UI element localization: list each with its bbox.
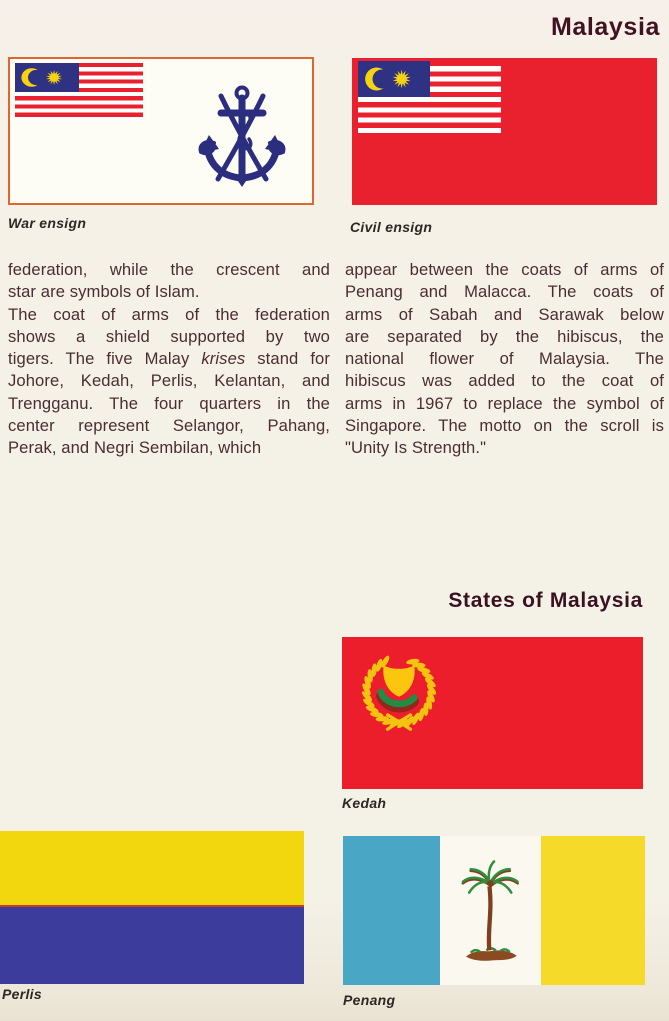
penang-yellow-stripe — [541, 836, 645, 985]
penang-blue-stripe — [343, 836, 440, 985]
text-line: are separated by the hibiscus, the — [345, 326, 664, 346]
kedah-flag — [342, 637, 643, 789]
crescent-and-star-icon — [15, 63, 79, 92]
malaysia-canton — [358, 61, 501, 133]
text-line: The coat of arms of the federation — [8, 304, 330, 324]
text-line: star are symbols of Islam. — [8, 282, 200, 302]
perlis-caption: Perlis — [2, 986, 42, 1002]
article-left-column — [8, 259, 330, 460]
text-line: arms of Sabah and Sarawak below — [345, 304, 664, 324]
section-heading: States of Malaysia — [448, 589, 643, 612]
perlis-blue-band — [0, 907, 304, 984]
penang-flag — [343, 836, 645, 985]
civil-ensign-flag — [352, 58, 657, 205]
text-line: tigers. The five Malay krises stand for — [8, 349, 330, 369]
war-ensign-flag — [8, 57, 314, 205]
page-title: Malaysia — [550, 13, 660, 41]
malaysia-canton — [15, 63, 143, 121]
text-line: national flower of Malaysia. The — [345, 349, 664, 369]
text-line: Penang and Malacca. The coats of — [345, 282, 664, 302]
text-line: appear between the coats of arms of — [345, 260, 664, 279]
malaysia-jack — [358, 61, 430, 97]
shield-icon — [383, 665, 414, 697]
text-line: hibiscus was added to the coat of — [345, 371, 664, 391]
crescent-and-star-icon — [358, 61, 430, 97]
fouled-anchor-icon — [192, 83, 292, 195]
text-line: federation, while the crescent and — [8, 260, 330, 279]
text-line: shows a shield supported by two — [8, 326, 330, 346]
palm-tree-icon — [452, 846, 530, 972]
kedah-coat-of-arms-icon — [356, 648, 442, 734]
article-right-column — [345, 259, 664, 460]
text-line: Johore, Kedah, Perlis, Kelantan, and — [8, 371, 330, 391]
text-line: Singapore. The motto on the scroll is — [345, 416, 664, 436]
text-line: Perak, and Negri Sembilan, which — [8, 438, 262, 458]
perlis-yellow-band — [0, 831, 304, 905]
war-ensign-caption: War ensign — [8, 215, 87, 231]
text-line: arms in 1967 to replace the symbol of — [345, 393, 664, 413]
kedah-caption: Kedah — [342, 795, 387, 811]
text-line: Trengganu. The four quarters in the — [8, 393, 330, 413]
perlis-flag — [0, 831, 304, 984]
civil-ensign-caption: Civil ensign — [350, 219, 433, 235]
penang-white-stripe — [440, 836, 541, 985]
penang-caption: Penang — [343, 992, 396, 1008]
text-line: center represent Selangor, Pahang, — [8, 416, 330, 436]
text-line: "Unity Is Strength." — [345, 438, 487, 458]
malaysia-jack — [15, 63, 79, 92]
